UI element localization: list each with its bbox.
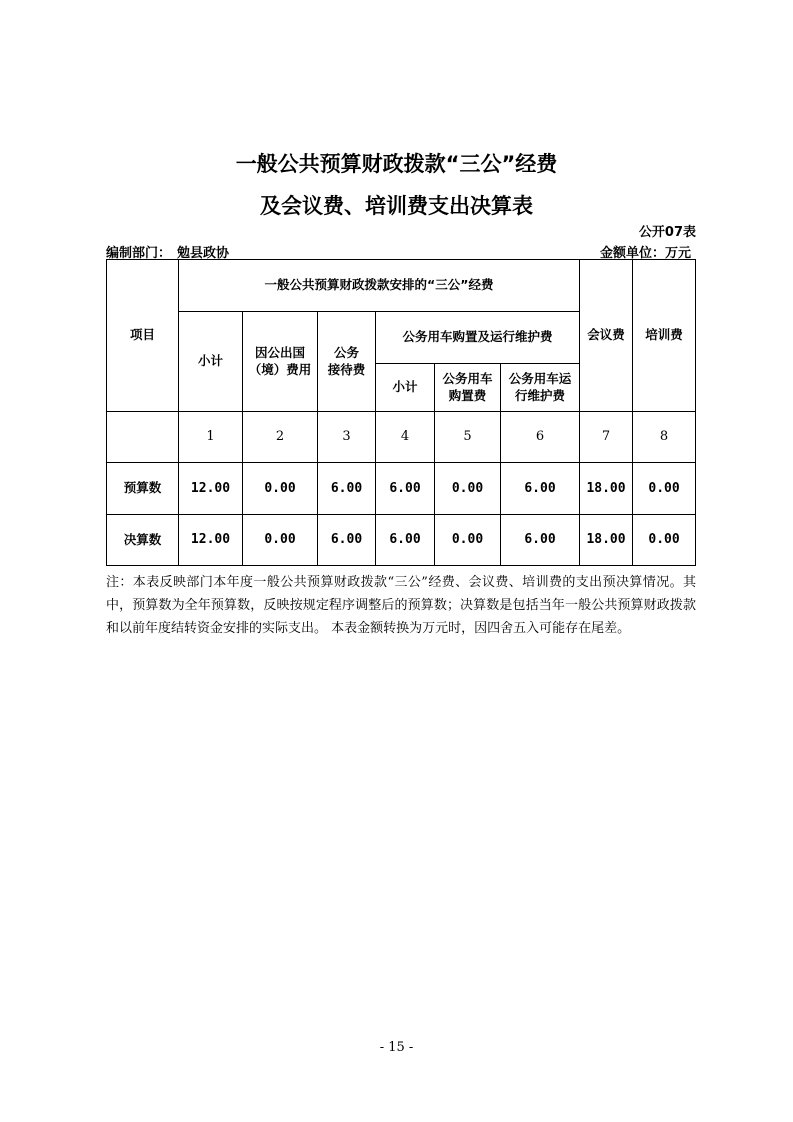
cell-value: 12.00 — [179, 515, 243, 566]
expenditure-table — [106, 259, 696, 566]
col-index: 5 — [435, 412, 501, 463]
header-vehicle-purchase-line2: 购置费 — [448, 387, 487, 403]
col-index: 4 — [376, 412, 435, 463]
form-number: 公开07表 — [638, 225, 696, 240]
document-title-line1: 一般公共预算财政拨款“三公”经费 — [235, 152, 558, 176]
cell-value: 0.00 — [435, 515, 501, 566]
header-reception — [318, 312, 376, 412]
amount-unit: 金额单位：万元 — [599, 246, 691, 261]
cell-value: 6.00 — [501, 463, 580, 515]
header-vehicle-maintenance-line2: 行维护费 — [515, 387, 566, 403]
col-index: 7 — [580, 412, 633, 463]
cell-value: 18.00 — [580, 463, 633, 515]
column-index-row — [107, 412, 696, 463]
table-row-budget — [107, 463, 696, 515]
col-index: 2 — [243, 412, 318, 463]
header-vehicle-group: 公务用车购置及运行维护费 — [376, 312, 580, 364]
header-sangong-group: 一般公共预算财政拨款安排的“三公”经费 — [179, 260, 580, 312]
document-title-line2: 及会议费、培训费支出决算表 — [260, 194, 533, 218]
header-reception-line2: 接待费 — [327, 361, 366, 377]
cell-value: 0.00 — [243, 463, 318, 515]
table-note: 注：本表反映部门本年度一般公共预算财政拨款“三公”经费、会议费、培训费的支出预决算情况。其中，预算数为全年预算数，反映按规定程序调整后的预算数；决算数是包括当年一般公共预算财政拨款和以前年度结转资金安排的实际支出。 本表金额转换为万元时，因四舍五入可能存在尾差。 — [106, 575, 696, 636]
cell-value: 6.00 — [376, 515, 435, 566]
header-subtotal: 小计 — [179, 312, 243, 412]
header-training: 培训费 — [633, 260, 696, 412]
header-abroad: 因公出国（境）费用 — [243, 312, 318, 412]
header-vehicle-maintenance — [501, 364, 580, 412]
department-name: 勉县政协 — [177, 246, 230, 261]
header-vehicle-subtotal: 小计 — [376, 364, 435, 412]
row-label-budget: 预算数 — [107, 463, 179, 515]
cell-value: 6.00 — [376, 463, 435, 515]
cell-value: 0.00 — [435, 463, 501, 515]
col-index: 3 — [318, 412, 376, 463]
cell-value: 0.00 — [633, 463, 696, 515]
header-reception-line1: 公务 — [333, 344, 359, 360]
cell-value: 0.00 — [633, 515, 696, 566]
cell-value: 6.00 — [318, 515, 376, 566]
header-vehicle-purchase-line1: 公务用车 — [442, 370, 493, 386]
cell-value: 0.00 — [243, 515, 318, 566]
header-vehicle-maintenance-line1: 公务用车运 — [508, 370, 572, 386]
cell-value: 6.00 — [501, 515, 580, 566]
page-number: - 15 - — [379, 1040, 414, 1055]
cell-value: 6.00 — [318, 463, 376, 515]
cell-value: 18.00 — [580, 515, 633, 566]
cell-value: 12.00 — [179, 463, 243, 515]
table-row-final — [107, 515, 696, 566]
header-item: 项目 — [107, 260, 179, 412]
col-index: 6 — [501, 412, 580, 463]
col-index: 1 — [179, 412, 243, 463]
header-vehicle-purchase — [435, 364, 501, 412]
col-index: 8 — [633, 412, 696, 463]
header-meeting: 会议费 — [580, 260, 633, 412]
department-label: 编制部门： — [106, 246, 172, 261]
row-label-final: 决算数 — [107, 515, 179, 566]
index-blank — [107, 412, 179, 463]
